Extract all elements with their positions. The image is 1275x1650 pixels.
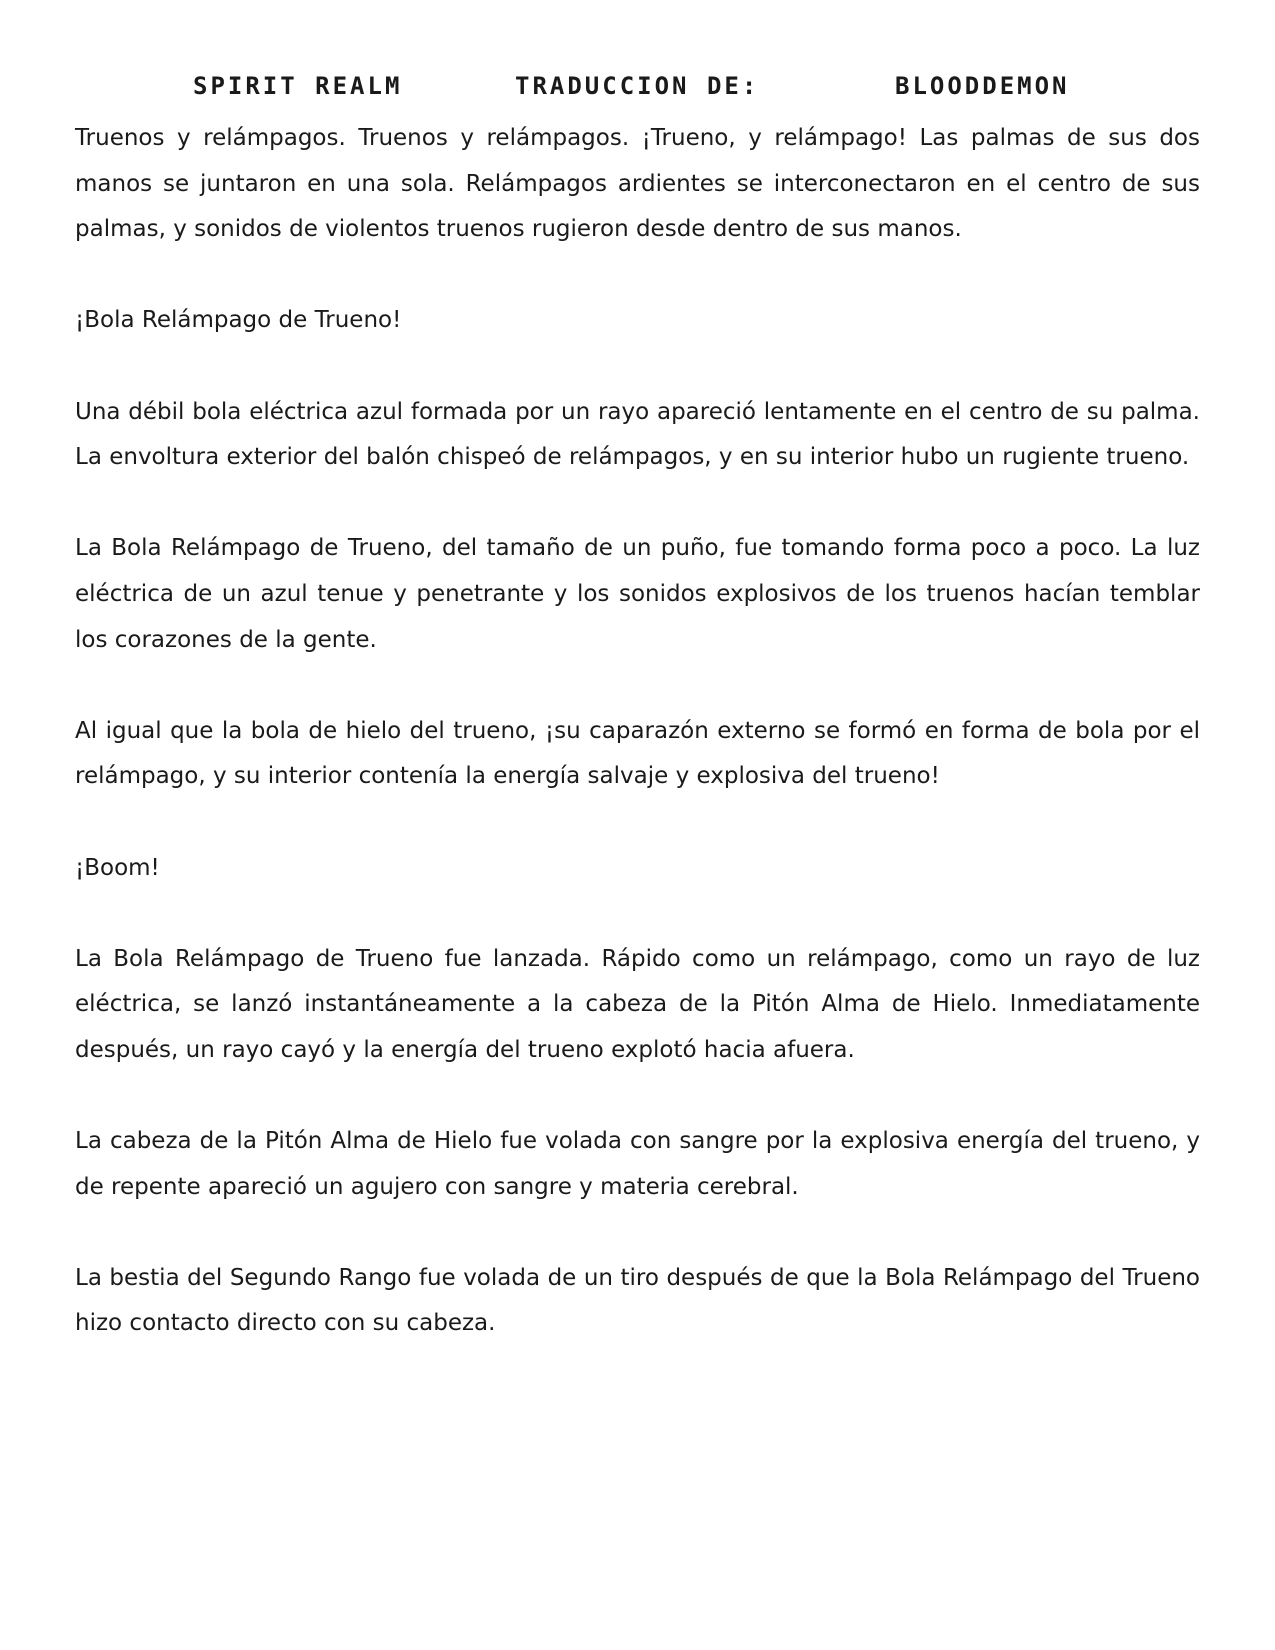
document-body (75, 116, 1200, 1393)
paragraph: Una débil bola eléctrica azul formada por un rayo apareció lentamente en el centro de su palma. La envoltura exterior del balón chispeó de relámpagos, y en su interior hubo un rugiente trueno. (75, 398, 1200, 471)
paragraph: ¡Boom! (75, 854, 160, 881)
paragraph: ¡Bola Relámpago de Trueno! (75, 307, 402, 334)
page-header (0, 72, 1275, 112)
paragraph: Truenos y relámpagos. Truenos y relámpagos. ¡Trueno, y relámpago! Las palmas de sus dos manos se juntaron en una sola. Relámpagos ardientes se interconectaron en el centro de sus palmas, y sonidos de violentos truenos rugieron desde dentro de sus manos. (75, 125, 1200, 243)
header-translation-label: TRADUCCION DE: (515, 72, 760, 100)
header-series-title: SPIRIT REALM (193, 72, 403, 100)
header-translator-name: BLOODDEMON (895, 72, 1070, 100)
paragraph: La bestia del Segundo Rango fue volada de un tiro después de que la Bola Relámpago del Trueno hizo contacto directo con su cabeza. (75, 1264, 1200, 1337)
paragraph: La Bola Relámpago de Trueno, del tamaño de un puño, fue tomando forma poco a poco. La luz eléctrica de un azul tenue y penetrante y los sonidos explosivos de los truenos hacían temblar los corazones de la gente. (75, 535, 1200, 653)
paragraph: Al igual que la bola de hielo del trueno, ¡su caparazón externo se formó en forma de bola por el relámpago, y su interior contenía la energía salvaje y explosiva del trueno! (75, 717, 1200, 790)
paragraph: La Bola Relámpago de Trueno fue lanzada. Rápido como un relámpago, como un rayo de luz eléctrica, se lanzó instantáneamente a la cabeza de la Pitón Alma de Hielo. Inmediatamente después, un rayo cayó y la energía del trueno explotó hacia afuera. (75, 945, 1200, 1063)
paragraph: La cabeza de la Pitón Alma de Hielo fue volada con sangre por la explosiva energía del trueno, y de repente apareció un agujero con sangre y materia cerebral. (75, 1128, 1200, 1200)
